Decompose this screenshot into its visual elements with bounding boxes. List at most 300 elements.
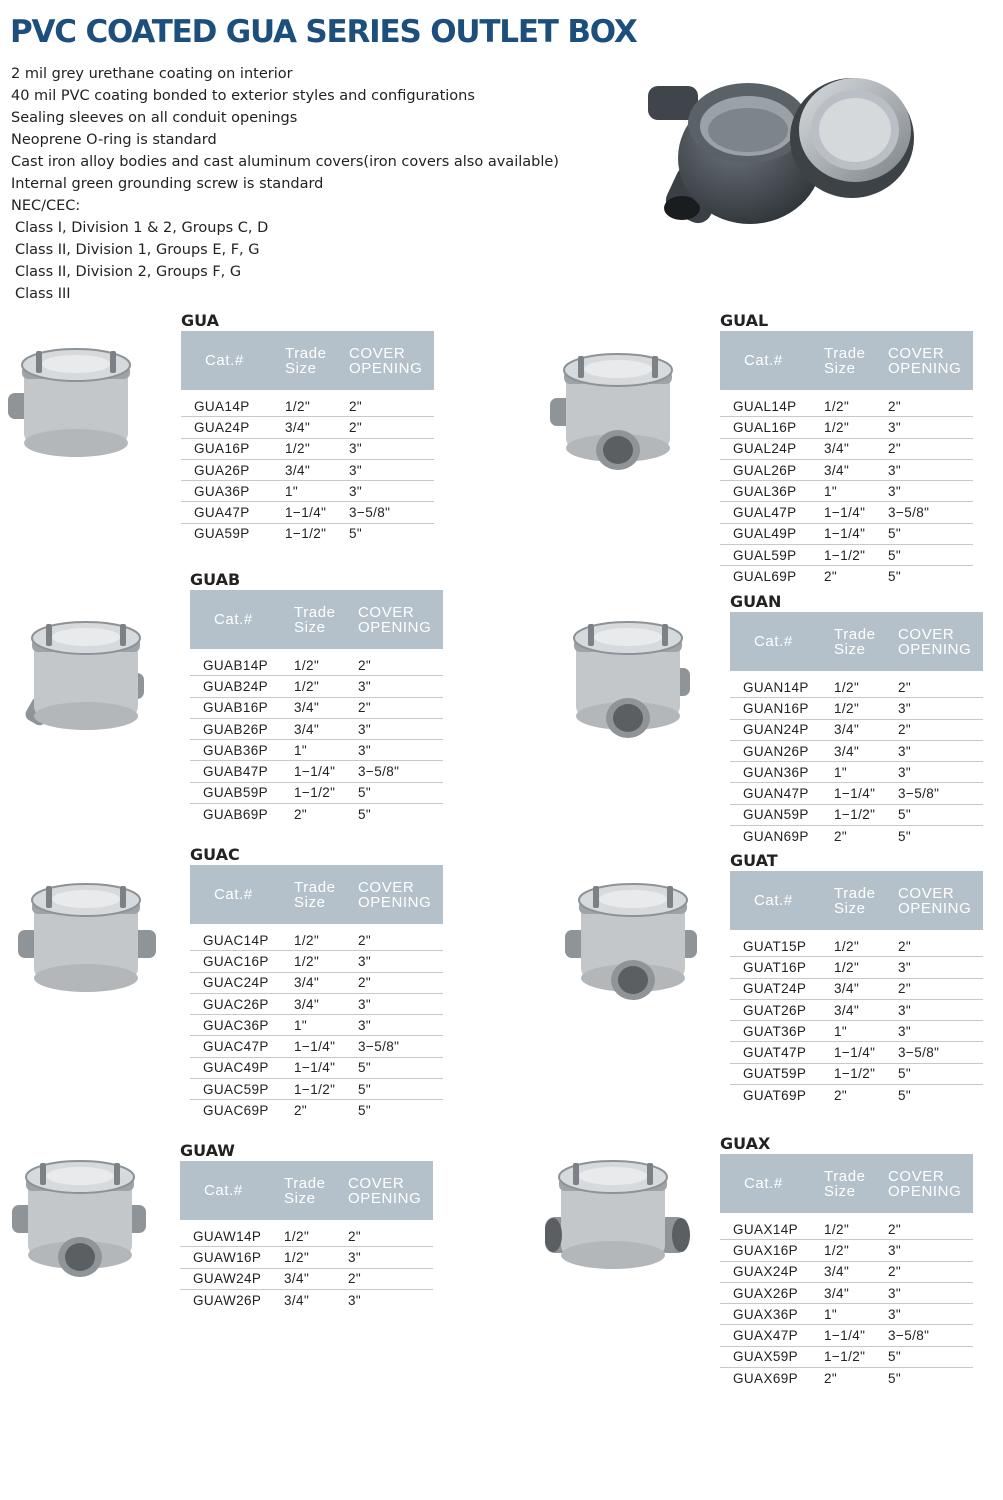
table-row (720, 1368, 973, 1389)
series-title: GUA (181, 311, 220, 330)
cell-cat: GUA14P (181, 396, 285, 417)
cell-cover-opening: 3−5/8" (349, 502, 434, 523)
table-row (730, 783, 983, 804)
cell-trade-size: 2" (824, 1370, 838, 1386)
cell-cover-opening: 3" (898, 698, 983, 719)
product-image-guax (545, 1157, 695, 1287)
cell-cover-opening: 5" (888, 569, 902, 585)
cell-trade-size: 1−1/4" (294, 761, 358, 782)
cell-cover-opening: 5" (898, 1087, 912, 1103)
cell-cat: GUAX24P (720, 1261, 824, 1282)
cell-trade-size: 2" (824, 569, 838, 585)
series-title: GUAX (720, 1134, 771, 1153)
table-row (190, 1079, 443, 1100)
spec-table (720, 331, 973, 587)
header-trade-size (284, 1161, 348, 1220)
cell-cover-opening: 2" (358, 697, 443, 718)
series-gua (181, 310, 434, 544)
product-image-guab (18, 618, 168, 748)
cell-cat: GUAB59P (190, 782, 294, 803)
header-opening-label: OPENING (888, 359, 962, 377)
cell-trade-size: 3/4" (824, 438, 888, 459)
cell-cover-opening: 2" (898, 936, 983, 957)
cell-trade-size: 3/4" (834, 999, 898, 1020)
cell-cover-opening: 3−5/8" (358, 761, 443, 782)
feature-item: Class II, Division 1, Groups E, F, G (15, 242, 260, 258)
header-trade-size (285, 331, 349, 390)
header-trade-label: Trade (284, 1174, 326, 1192)
table-row (181, 481, 434, 502)
cell-cat: GUAN36P (730, 762, 834, 783)
cell-cover-opening: 2" (349, 396, 434, 417)
cell-trade-size: 1/2" (834, 936, 898, 957)
header-trade-size (294, 865, 358, 924)
product-image-guaw (12, 1157, 162, 1287)
cell-cover-opening: 2" (888, 1261, 973, 1282)
series-guaw (180, 1140, 433, 1310)
series-title: GUAW (180, 1141, 235, 1160)
header-size-label: Size (285, 359, 317, 377)
table-row (181, 417, 434, 438)
cell-cover-opening: 3" (358, 718, 443, 739)
header-size-label: Size (284, 1189, 316, 1207)
cell-cover-opening: 2" (898, 978, 983, 999)
table-row (730, 826, 983, 847)
cell-cover-opening: 5" (358, 1079, 443, 1100)
header-cat-label: Cat.# (204, 1182, 243, 1199)
table-row (180, 1289, 433, 1310)
cell-cover-opening: 3" (888, 1282, 973, 1303)
cell-cat: GUAT36P (730, 1021, 834, 1042)
feature-item: Class I, Division 1 & 2, Groups C, D (15, 220, 269, 236)
header-trade-label: Trade (294, 878, 336, 896)
cell-cover-opening: 5" (898, 828, 912, 844)
cell-cat: GUAB26P (190, 718, 294, 739)
cell-cat: GUAL59P (720, 545, 824, 566)
cell-cat: GUAL69P (733, 569, 797, 585)
table-row (190, 993, 443, 1014)
cell-cover-opening: 2" (348, 1268, 433, 1289)
cell-cat: GUAC59P (190, 1079, 294, 1100)
spec-table (190, 865, 443, 1121)
header-cat (181, 331, 285, 390)
header-cat-label: Cat.# (205, 352, 244, 369)
cell-cover-opening: 2" (898, 719, 983, 740)
cell-cat: GUAB69P (203, 806, 269, 822)
cell-trade-size: 1/2" (284, 1247, 348, 1268)
cell-cat: GUAC24P (190, 972, 294, 993)
table-row (180, 1247, 433, 1268)
header-cat-label: Cat.# (754, 892, 793, 909)
cell-trade-size: 1−1/4" (824, 502, 888, 523)
cell-trade-size: 1/2" (824, 417, 888, 438)
feature-item: Internal green grounding screw is standard (11, 176, 324, 192)
cell-trade-size: 2" (834, 1087, 848, 1103)
table-row (730, 1085, 983, 1106)
cell-cover-opening: 5" (888, 1370, 902, 1386)
product-image-gua (8, 345, 158, 475)
cell-trade-size: 3/4" (294, 718, 358, 739)
cell-trade-size: 3/4" (285, 459, 349, 480)
cell-cover-opening: 3" (898, 957, 983, 978)
cell-trade-size: 3/4" (824, 1261, 888, 1282)
cell-cover-opening: 3" (349, 459, 434, 480)
table-row (190, 951, 443, 972)
table-row (730, 1063, 983, 1084)
cell-cat: GUAN59P (730, 804, 834, 825)
outlet-box-drawing (12, 1157, 162, 1287)
header-trade-label: Trade (294, 603, 336, 621)
table-row (720, 396, 973, 417)
spec-table (180, 1161, 433, 1310)
header-size-label: Size (834, 640, 866, 658)
cell-cover-opening: 2" (888, 396, 973, 417)
table-row (730, 698, 983, 719)
cell-trade-size: 3/4" (834, 740, 898, 761)
cell-cat: GUAT59P (730, 1063, 834, 1084)
spec-table (730, 612, 983, 846)
table-row (190, 718, 443, 739)
header-cover-opening (898, 612, 983, 671)
cell-cat: GUAL14P (720, 396, 824, 417)
table-header-row (720, 1154, 973, 1213)
header-cat (730, 612, 834, 671)
cell-trade-size: 3/4" (834, 978, 898, 999)
series-gual (720, 310, 973, 587)
hero-product-image (640, 68, 930, 233)
header-cat (730, 871, 834, 930)
table-header-row (720, 331, 973, 390)
cell-cover-opening: 3" (888, 417, 973, 438)
table-row (180, 1268, 433, 1289)
cell-cover-opening: 3" (898, 1021, 983, 1042)
cell-cover-opening: 3" (348, 1292, 362, 1308)
cell-trade-size: 1−1/4" (285, 502, 349, 523)
cell-cat: GUA47P (181, 502, 285, 523)
cell-trade-size: 1−1/2" (294, 1079, 358, 1100)
cell-cat: GUAC26P (190, 993, 294, 1014)
product-image-guat (565, 880, 715, 1010)
cell-cat: GUAC47P (190, 1036, 294, 1057)
cell-cat: GUAN14P (730, 677, 834, 698)
cell-cat: GUAB16P (190, 697, 294, 718)
cell-cat: GUAC14P (190, 930, 294, 951)
cell-trade-size: 1−1/2" (285, 526, 327, 542)
header-cat-label: Cat.# (744, 352, 783, 369)
cell-trade-size: 1" (294, 1015, 358, 1036)
cell-cover-opening: 5" (888, 523, 973, 544)
table-row (181, 438, 434, 459)
cell-cover-opening: 3" (358, 676, 443, 697)
table-row (730, 1021, 983, 1042)
feature-item: Neoprene O-ring is standard (11, 132, 217, 148)
cell-cover-opening: 5" (888, 545, 973, 566)
feature-item: Cast iron alloy bodies and cast aluminum covers(iron covers also available) (11, 154, 559, 170)
spec-table (181, 331, 434, 544)
table-row (730, 1042, 983, 1063)
product-image-gual (550, 350, 700, 480)
cell-trade-size: 3/4" (294, 697, 358, 718)
outlet-box-drawing (18, 618, 168, 748)
header-trade-label: Trade (824, 344, 866, 362)
header-cover-opening (888, 1154, 973, 1213)
spec-table (730, 871, 983, 1105)
cell-trade-size: 1−1/4" (824, 523, 888, 544)
header-size-label: Size (824, 1182, 856, 1200)
cell-cat: GUAN16P (730, 698, 834, 719)
cell-trade-size: 1−1/4" (824, 1325, 888, 1346)
header-opening-label: OPENING (888, 1182, 962, 1200)
header-cat-label: Cat.# (754, 633, 793, 650)
cell-cover-opening: 2" (898, 677, 983, 698)
header-trade-size (824, 1154, 888, 1213)
cell-cover-opening: 3−5/8" (898, 783, 983, 804)
cell-trade-size: 1/2" (834, 957, 898, 978)
cell-trade-size: 1/2" (285, 396, 349, 417)
header-cover-opening (348, 1161, 433, 1220)
cell-cat: GUAL49P (720, 523, 824, 544)
cell-trade-size: 1−1/2" (824, 545, 888, 566)
table-row (190, 655, 443, 676)
header-cat-label: Cat.# (214, 611, 253, 628)
table-header-row (730, 612, 983, 671)
cell-cat: GUAC36P (190, 1015, 294, 1036)
cell-trade-size: 3/4" (834, 719, 898, 740)
cell-trade-size: 2" (294, 1103, 308, 1119)
cell-cover-opening: 5" (349, 526, 363, 542)
cell-cover-opening: 3" (888, 459, 973, 480)
cell-trade-size: 1−1/4" (834, 783, 898, 804)
cell-cat: GUAT69P (743, 1087, 807, 1103)
header-cat (180, 1161, 284, 1220)
cell-cover-opening: 2" (349, 417, 434, 438)
cell-cat: GUA24P (181, 417, 285, 438)
header-cover-opening (358, 590, 443, 649)
table-row (180, 1226, 433, 1247)
cell-trade-size: 2" (294, 806, 308, 822)
cell-cover-opening: 3−5/8" (358, 1036, 443, 1057)
table-header-row (180, 1161, 433, 1220)
cell-cover-opening: 2" (358, 972, 443, 993)
header-trade-size (834, 612, 898, 671)
header-cover-opening (358, 865, 443, 924)
table-row (190, 972, 443, 993)
spec-table (720, 1154, 973, 1388)
table-row (730, 804, 983, 825)
header-cover-opening (888, 331, 973, 390)
header-trade-size (824, 331, 888, 390)
table-header-row (190, 865, 443, 924)
table-row (730, 677, 983, 698)
cell-cover-opening: 5" (898, 1063, 983, 1084)
cell-trade-size: 1/2" (834, 677, 898, 698)
table-row (720, 459, 973, 480)
cell-cover-opening: 2" (358, 655, 443, 676)
cell-cover-opening: 3" (349, 481, 434, 502)
header-cat (720, 1154, 824, 1213)
cell-cat: GUA59P (194, 526, 250, 542)
cell-cover-opening: 5" (898, 804, 983, 825)
cell-cover-opening: 5" (358, 782, 443, 803)
table-row (720, 417, 973, 438)
header-opening-label: OPENING (349, 359, 423, 377)
cell-cover-opening: 3" (358, 993, 443, 1014)
header-trade-label: Trade (834, 884, 876, 902)
table-row (720, 1261, 973, 1282)
table-row (720, 1304, 973, 1325)
feature-item: Class III (15, 286, 71, 302)
cell-cover-opening: 2" (348, 1226, 433, 1247)
header-trade-size (294, 590, 358, 649)
header-size-label: Size (294, 893, 326, 911)
cell-trade-size: 3/4" (285, 417, 349, 438)
table-row (720, 1282, 973, 1303)
cell-cat: GUAL36P (720, 481, 824, 502)
cell-cover-opening: 5" (358, 806, 372, 822)
feature-item: Class II, Division 2, Groups F, G (15, 264, 242, 280)
table-row (181, 523, 434, 544)
cell-cat: GUAL47P (720, 502, 824, 523)
cell-cat: GUAW14P (180, 1226, 284, 1247)
header-cat-label: Cat.# (744, 1175, 783, 1192)
cell-cat: GUAC16P (190, 951, 294, 972)
table-row (190, 761, 443, 782)
cell-trade-size: 3/4" (284, 1268, 348, 1289)
cell-cat: GUAT15P (730, 936, 834, 957)
feature-item: 2 mil grey urethane coating on interior (11, 66, 293, 82)
cell-cover-opening: 3" (348, 1247, 433, 1268)
cell-cat: GUAW24P (180, 1268, 284, 1289)
cell-trade-size: 1/2" (294, 951, 358, 972)
table-row (190, 804, 443, 825)
cell-cover-opening: 3−5/8" (888, 502, 973, 523)
table-row (190, 1036, 443, 1057)
cell-trade-size: 1−1/2" (834, 804, 898, 825)
header-cover-label: COVER (898, 884, 955, 902)
cell-cover-opening: 2" (358, 930, 443, 951)
cell-cat: GUAX16P (720, 1240, 824, 1261)
series-guax (720, 1133, 973, 1388)
table-row (190, 697, 443, 718)
header-opening-label: OPENING (358, 618, 432, 636)
cell-cover-opening: 3" (358, 740, 443, 761)
cell-trade-size: 3/4" (284, 1292, 310, 1308)
header-cover-label: COVER (358, 603, 415, 621)
cell-cover-opening: 3" (888, 1240, 973, 1261)
series-guab (190, 569, 443, 824)
header-cover-label: COVER (888, 1167, 945, 1185)
cell-cover-opening: 3" (349, 438, 434, 459)
header-cover-label: COVER (888, 344, 945, 362)
table-row (720, 523, 973, 544)
cell-trade-size: 1/2" (824, 396, 888, 417)
table-row (730, 936, 983, 957)
table-row (190, 1015, 443, 1036)
table-row (190, 930, 443, 951)
cell-trade-size: 1/2" (285, 438, 349, 459)
series-title: GUAN (730, 592, 782, 611)
cell-cover-opening: 3" (898, 999, 983, 1020)
table-row (720, 1219, 973, 1240)
page-title: PVC COATED GUA SERIES OUTLET BOX (10, 14, 637, 50)
table-row (720, 502, 973, 523)
table-row (720, 1240, 973, 1261)
table-row (181, 396, 434, 417)
table-row (730, 999, 983, 1020)
cell-cat: GUAN26P (730, 740, 834, 761)
cell-trade-size: 1" (834, 762, 898, 783)
cell-cat: GUAX47P (720, 1325, 824, 1346)
table-row (720, 1325, 973, 1346)
header-trade-size (834, 871, 898, 930)
table-row (720, 566, 973, 587)
header-opening-label: OPENING (898, 899, 972, 917)
cell-trade-size: 1/2" (294, 655, 358, 676)
cell-cat: GUAX69P (733, 1370, 799, 1386)
table-row (720, 481, 973, 502)
series-title: GUAL (720, 311, 769, 330)
cell-trade-size: 1/2" (824, 1240, 888, 1261)
cell-cat: GUAT24P (730, 978, 834, 999)
cell-trade-size: 2" (834, 828, 848, 844)
feature-item: NEC/CEC: (11, 198, 81, 214)
series-title: GUAC (190, 845, 240, 864)
cell-cat: GUAX14P (720, 1219, 824, 1240)
outlet-box-drawing (565, 880, 715, 1010)
series-title: GUAB (190, 570, 241, 589)
cell-cover-opening: 3−5/8" (898, 1042, 983, 1063)
cell-cat: GUAT26P (730, 999, 834, 1020)
table-row (190, 740, 443, 761)
header-size-label: Size (834, 899, 866, 917)
cell-trade-size: 1−1/4" (834, 1042, 898, 1063)
table-row (730, 978, 983, 999)
cell-cat: GUA36P (181, 481, 285, 502)
outlet-box-drawing (550, 350, 700, 480)
product-image-guac (18, 880, 168, 1010)
cell-cover-opening: 5" (358, 1103, 372, 1119)
cell-cat: GUAC69P (203, 1103, 269, 1119)
cell-cover-opening: 3−5/8" (888, 1325, 973, 1346)
cell-trade-size: 1−1/2" (834, 1063, 898, 1084)
spec-table (190, 590, 443, 824)
series-title: GUAT (730, 851, 778, 870)
header-cover-label: COVER (349, 344, 406, 362)
table-row (720, 545, 973, 566)
cell-trade-size: 3/4" (294, 972, 358, 993)
table-row (730, 957, 983, 978)
cell-cat: GUAB14P (190, 655, 294, 676)
table-row (181, 459, 434, 480)
cell-trade-size: 1" (824, 1304, 888, 1325)
cell-cat: GUAX36P (720, 1304, 824, 1325)
header-trade-label: Trade (824, 1167, 866, 1185)
table-header-row (181, 331, 434, 390)
cell-cat: GUAN69P (743, 828, 809, 844)
table-row (181, 502, 434, 523)
cell-cat: GUAL26P (720, 459, 824, 480)
cell-trade-size: 3/4" (294, 993, 358, 1014)
header-cover-label: COVER (348, 1174, 405, 1192)
table-row (190, 1100, 443, 1121)
cell-cat: GUAB24P (190, 676, 294, 697)
cell-trade-size: 1" (285, 481, 349, 502)
table-row (730, 762, 983, 783)
cell-cat: GUA26P (181, 459, 285, 480)
cell-trade-size: 1−1/2" (294, 782, 358, 803)
header-cover-opening (349, 331, 434, 390)
cell-trade-size: 1" (294, 740, 358, 761)
